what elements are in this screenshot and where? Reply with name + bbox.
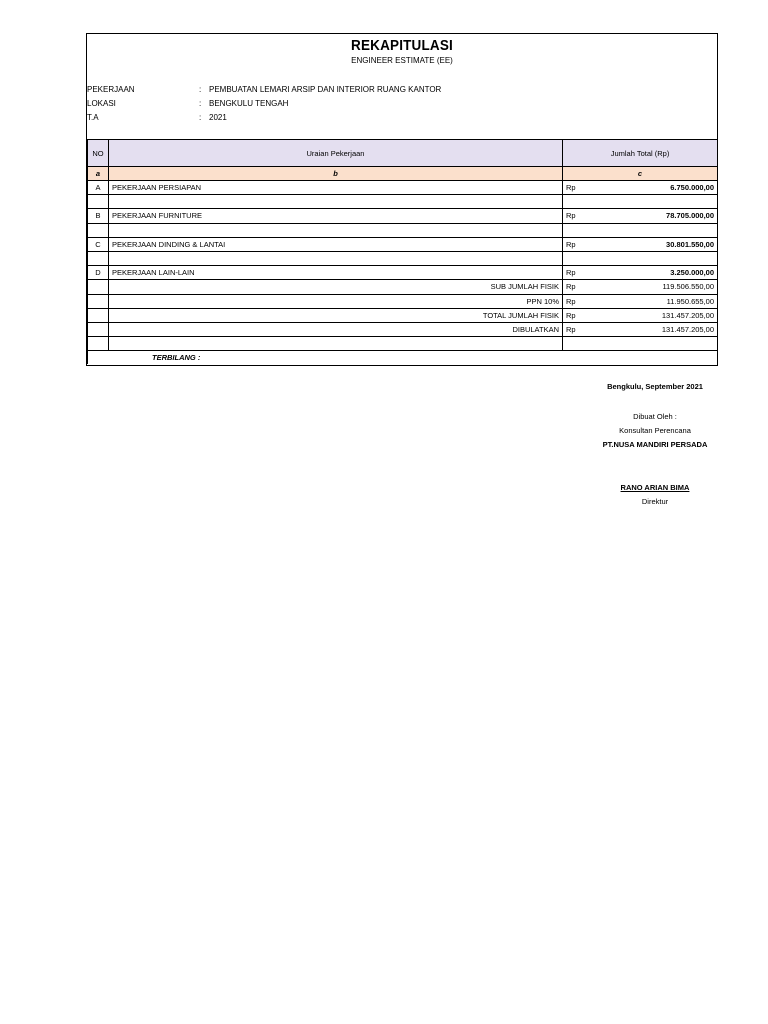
meta-colon: : — [199, 85, 202, 94]
row-amount: 6.750.000,00 — [587, 181, 718, 195]
table-row — [88, 266, 718, 280]
row-no: C — [88, 237, 109, 251]
subheader-uraian: b — [109, 167, 563, 181]
table-subheader-row — [88, 167, 718, 181]
table-row-spacer — [88, 337, 718, 351]
table-header-row — [88, 140, 718, 167]
table-row — [88, 237, 718, 251]
header-jumlah: Jumlah Total (Rp) — [563, 140, 718, 167]
total-rp: Rp — [563, 308, 587, 322]
row-rp: Rp — [563, 266, 587, 280]
terbilang-label: TERBILANG : — [152, 353, 201, 363]
row-rp: Rp — [563, 181, 587, 195]
header-uraian: Uraian Pekerjaan — [109, 140, 563, 167]
table-row — [88, 181, 718, 195]
total-amount: 119.506.550,00 — [587, 280, 718, 294]
row-uraian: PEKERJAAN FURNITURE — [109, 209, 563, 223]
row-no: B — [88, 209, 109, 223]
table-row-spacer — [88, 251, 718, 265]
subheader-jumlah: c — [563, 167, 718, 181]
meta-label: T.A — [87, 113, 99, 122]
meta-value: 2021 — [209, 113, 227, 122]
table-row-spacer — [88, 195, 718, 209]
meta-colon: : — [199, 113, 202, 122]
meta-value: PEMBUATAN LEMARI ARSIP DAN INTERIOR RUANG KANTOR — [209, 85, 442, 94]
total-rp: Rp — [563, 294, 587, 308]
rekapitulasi-sheet — [86, 33, 718, 366]
total-row — [88, 294, 718, 308]
row-uraian: PEKERJAAN LAIN-LAIN — [109, 266, 563, 280]
meta-value: BENGKULU TENGAH — [209, 99, 289, 108]
total-rp: Rp — [563, 322, 587, 336]
signature-place-date: Bengkulu, September 2021 — [607, 382, 703, 391]
signature-company: PT.NUSA MANDIRI PERSADA — [602, 440, 708, 449]
row-amount: 3.250.000,00 — [587, 266, 718, 280]
row-amount: 78.705.000,00 — [587, 209, 718, 223]
meta-label: LOKASI — [87, 99, 116, 108]
total-row — [88, 280, 718, 294]
page-subtitle: ENGINEER ESTIMATE (EE) — [351, 56, 453, 65]
signature-role: Konsultan Perencana — [619, 426, 691, 435]
total-rp: Rp — [563, 280, 587, 294]
meta-colon: : — [199, 99, 202, 108]
meta-lokasi — [87, 98, 717, 110]
meta-label: PEKERJAAN — [87, 85, 135, 94]
total-amount: 131.457.205,00 — [587, 308, 718, 322]
meta-ta — [87, 112, 717, 124]
row-amount: 30.801.550,00 — [587, 237, 718, 251]
header-no: NO — [88, 140, 109, 167]
table-row — [88, 209, 718, 223]
recap-table — [87, 139, 718, 364]
row-uraian: PEKERJAAN PERSIAPAN — [109, 181, 563, 195]
page-title: REKAPITULASI — [351, 37, 453, 54]
row-no: A — [88, 181, 109, 195]
table-row-spacer — [88, 223, 718, 237]
terbilang-row — [88, 351, 718, 365]
total-label: TOTAL JUMLAH FISIK — [109, 308, 563, 322]
row-uraian: PEKERJAAN DINDING & LANTAI — [109, 237, 563, 251]
total-amount: 11.950.655,00 — [587, 294, 718, 308]
row-rp: Rp — [563, 209, 587, 223]
row-rp: Rp — [563, 237, 587, 251]
total-label: DIBULATKAN — [109, 322, 563, 336]
total-label: SUB JUMLAH FISIK — [109, 280, 563, 294]
meta-pekerjaan — [87, 84, 717, 96]
subheader-no: a — [88, 167, 109, 181]
total-amount: 131.457.205,00 — [587, 322, 718, 336]
total-row — [88, 322, 718, 336]
total-label: PPN 10% — [109, 294, 563, 308]
row-no: D — [88, 266, 109, 280]
signature-position: Direktur — [641, 497, 669, 506]
signature-made-by: Dibuat Oleh : — [633, 412, 677, 421]
signature-name: RANO ARIAN BIMA — [620, 483, 690, 492]
total-row — [88, 308, 718, 322]
